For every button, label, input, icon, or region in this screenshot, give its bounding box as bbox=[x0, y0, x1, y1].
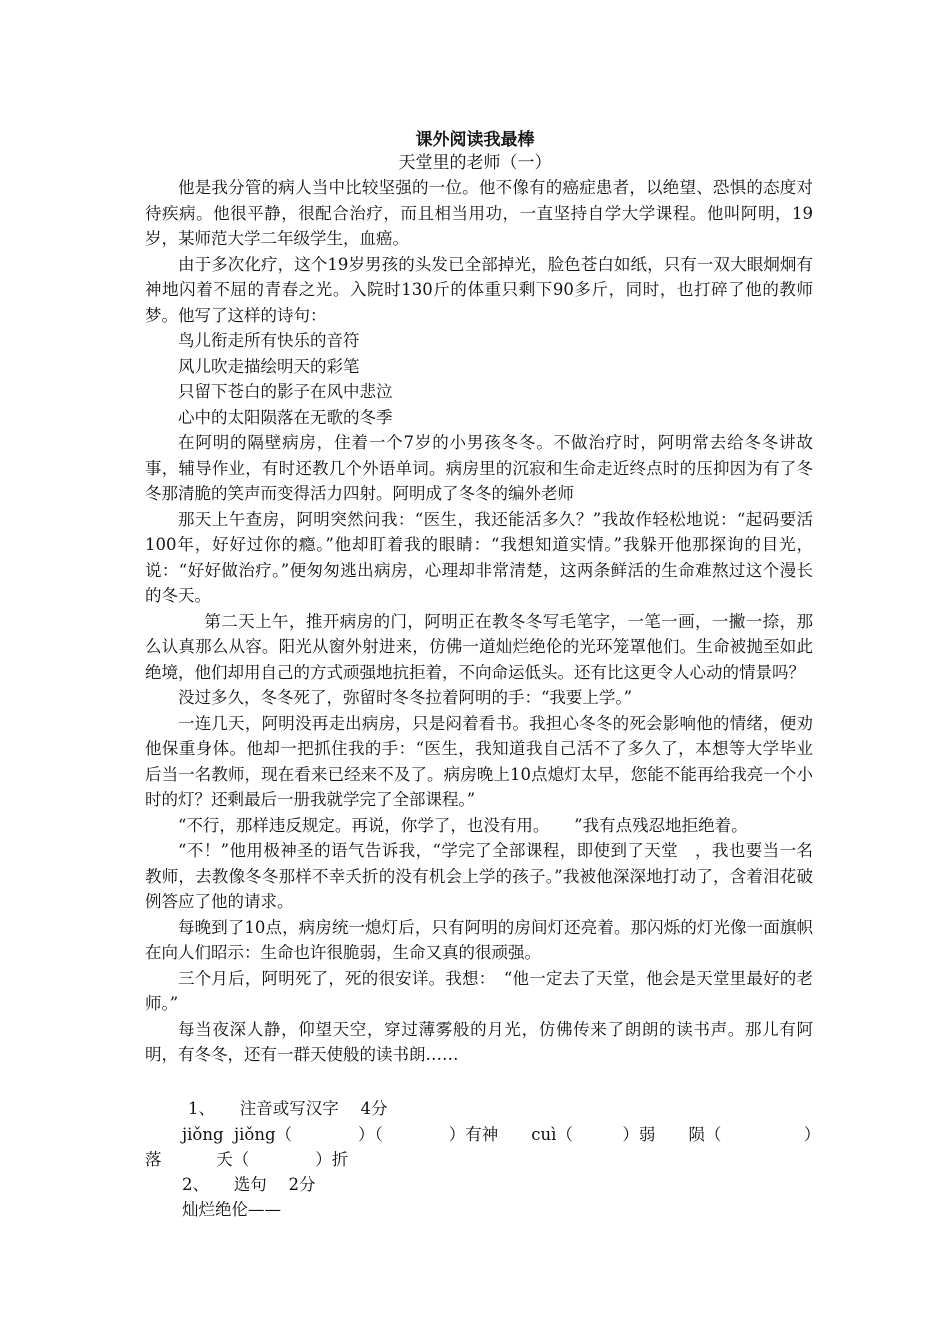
paragraph: 每当夜深人静，仰望天空，穿过薄雾般的月光，仿佛传来了朗朗的读书声。那儿有阿明，有冬冬，还有一群天使般的读书朗…… bbox=[145, 1019, 813, 1064]
paragraph: 他是我分管的病人当中比较坚强的一位。他不像有的癌症患者，以绝望、恐惧的态度对待疾病。他很平静，很配合治疗，而且相当用功，一直坚持自学大学课程。他叫阿明，19岁，某师范大学二年级学生，血癌。 bbox=[145, 178, 813, 248]
paragraph: “不！”他用极神圣的语气告诉我，“学完了全部课程，即使到了天堂 ，我也要当一名教师，去教像冬冬那样不幸夭折的没有机会上学的孩子。”我被他深深地打动了，含着泪花破例答应了他的请求。 bbox=[145, 841, 813, 911]
poem-line: 风儿吹走描绘明天的彩笔 bbox=[178, 356, 360, 376]
paragraph: 没过多久，冬冬死了，弥留时冬冬拉着阿明的手：“我要上学。” bbox=[178, 688, 633, 707]
question-1-heading: 1、 注音或写汉字 4分 bbox=[188, 1099, 388, 1118]
story-title: 天堂里的老师（一） bbox=[398, 153, 552, 173]
paragraph: 每晚到了10点，病房统一熄灯后，只有阿明的房间灯还亮着。那闪烁的灯光像一面旗帜在向人们昭示：生命也许很脆弱，生命又真的很顽强。 bbox=[145, 917, 813, 962]
paragraph: 第二天上午，推开病房的门，阿明正在教冬冬写毛笔字，一笔一画，一撇一捺，那么认真那么从容。阳光从窗外射进来，仿佛一道灿烂绝伦的光环笼罩他们。生命被抛至如此绝境，他们却用自己的方式顽强地抗拒着，不向命运低头。还有比这更令人心动的情景吗？ bbox=[145, 611, 813, 682]
document-title: 课外阅读我最棒 bbox=[415, 130, 535, 150]
question-1-line-1: jiǒng jiǒng（ ）（ ）有神 cuì（ ）弱 陨（ ） bbox=[182, 1125, 821, 1144]
poem-line: 只留下苍白的影子在风中悲泣 bbox=[178, 382, 393, 401]
story-body bbox=[145, 175, 813, 1068]
poem-line: 鸟儿衔走所有快乐的音符 bbox=[178, 331, 360, 350]
poem-line: 心中的太阳陨落在无歌的冬季 bbox=[178, 407, 393, 427]
paragraph: 在阿明的隔壁病房，住着一个7岁的小男孩冬冬。不做治疗时，阿明常去给冬冬讲故事，辅导作业，有时还教几个外语单词。病房里的沉寂和生命走近终点时的压抑因为有了冬冬那清脆的笑声而变得活力四射。阿明成了冬冬的编外老师 bbox=[145, 433, 813, 503]
paragraph: “不行，那样违反规定。再说，你学了，也没有用。 ”我有点残忍地拒绝着。 bbox=[178, 815, 748, 835]
paragraph: 由于多次化疗，这个19岁男孩的头发已全部掉光，脸色苍白如纸，只有一双大眼炯炯有神地闪着不屈的青春之光。入院时130斤的体重只剩下90多斤，同时，也打碎了他的教师梦。他写了这样的诗句： bbox=[145, 254, 813, 325]
question-2-item: 灿烂绝伦—— bbox=[182, 1200, 281, 1219]
paragraph: 那天上午查房，阿明突然问我：“医生，我还能活多久？”我故作轻松地说：“起码要活100年，好好过你的瘾。”他却盯着我的眼睛：“我想知道实情。”我躲开他那探询的目光，说：“好好做治疗。”便匆匆逃出病房，心理却非常清楚，这两条鲜活的生命难熬过这个漫长的冬天。 bbox=[145, 509, 813, 605]
paragraph: 一连几天，阿明没再走出病房，只是闷着看书。我担心冬冬的死会影响他的情绪，便劝他保重身体。他却一把抓住我的手：“医生，我知道我自己活不了多久了，本想等大学毕业后当一名教师，现在看来已经来不及了。病房晚上10点熄灯太早，您能不能再给我亮一个小时的灯？还剩最后一册我就学完了全部课程。” bbox=[145, 713, 813, 809]
question-2-heading: 2、 选句 2分 bbox=[182, 1175, 316, 1194]
paragraph: 三个月后，阿明死了，死的很安详。我想： “他一定去了天堂，他会是天堂里最好的老师。” bbox=[145, 968, 813, 1013]
question-1-line-2: 落 夭（ ）折 bbox=[145, 1150, 349, 1169]
